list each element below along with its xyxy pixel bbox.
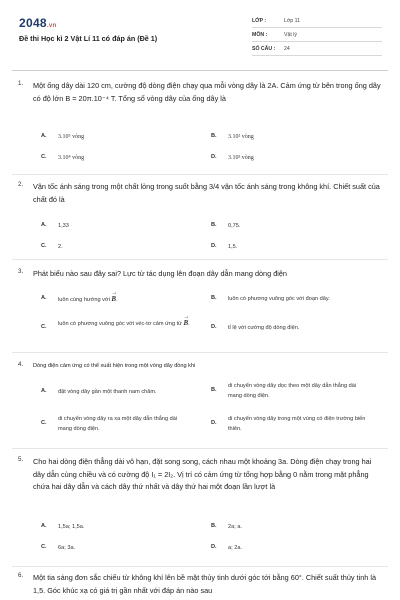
option-label: C. xyxy=(41,324,47,330)
header-divider xyxy=(12,70,388,71)
option-text: 1,5. xyxy=(228,244,238,250)
question-text: Dòng điện cảm ứng có thể xuất hiện trong một vòng dây đồng khi xyxy=(33,363,196,369)
option-label: D. xyxy=(211,420,217,426)
option-label: D. xyxy=(211,243,217,249)
option-label: B. xyxy=(211,222,217,228)
option-text: 3.10³ vòng xyxy=(228,155,254,161)
option-label: B. xyxy=(211,387,217,393)
option-d[interactable] xyxy=(211,154,383,164)
question-divider xyxy=(12,259,388,260)
vector-b-symbol: B → xyxy=(183,314,190,327)
option-b[interactable] xyxy=(211,523,383,533)
question-text: Phát biểu nào sau đây sai? Lực từ tác dụng lên đoạn dây dẫn mang dòng điện xyxy=(33,269,287,278)
option-d[interactable] xyxy=(211,324,383,334)
option-label: A. xyxy=(41,388,47,394)
option-d[interactable] xyxy=(211,544,383,554)
question-divider xyxy=(12,448,388,449)
option-text: luôn cùng hướng với B → . xyxy=(58,290,118,303)
meta-value: 24 xyxy=(284,45,290,52)
option-label: D. xyxy=(211,154,217,160)
question-5 xyxy=(18,456,386,560)
option-label: C. xyxy=(41,243,47,249)
option-c[interactable] xyxy=(41,314,191,330)
meta-row-class xyxy=(252,14,382,28)
option-label: B. xyxy=(211,295,217,301)
option-d[interactable] xyxy=(211,415,376,434)
option-text: 2. xyxy=(58,244,63,250)
option-a[interactable] xyxy=(41,523,211,533)
question-2 xyxy=(18,181,386,253)
option-c[interactable] xyxy=(41,154,211,164)
option-c[interactable] xyxy=(41,544,211,554)
meta-value: Vật lý xyxy=(284,31,297,38)
option-text: 3.10⁵ vòng xyxy=(58,134,85,140)
option-label: A. xyxy=(41,295,47,301)
question-number: 4. xyxy=(18,361,24,368)
option-c[interactable] xyxy=(41,243,211,253)
option-text: di chuyển vòng dây dọc theo một dây dẫn thẳng dài mang dòng điện. xyxy=(228,383,357,399)
option-a[interactable] xyxy=(41,222,211,232)
option-a[interactable] xyxy=(41,290,211,306)
option-text: tỉ lệ với cường độ dòng điện. xyxy=(228,325,300,331)
option-text: luôn có phương vuông góc với đoạn dây. xyxy=(228,296,330,302)
option-label: A. xyxy=(41,222,47,228)
question-number: 5. xyxy=(18,456,24,463)
option-label: A. xyxy=(41,523,47,529)
question-3 xyxy=(18,268,386,346)
question-divider xyxy=(12,566,388,567)
option-text: 3.10² vòng xyxy=(228,134,254,140)
option-text: di chuyển vòng dây trong một vùng có điện trường biến thiên. xyxy=(228,416,366,432)
option-text: 2a; a. xyxy=(228,524,242,530)
question-text: Cho hai dòng điện thẳng dài vô hạn, đặt song song, cách nhau một khoảng 3a. Dòng điện chạy trong hai dây dẫn cùng chiều và có cường độ I₁ = 2I₂. Vị trí có cảm ứng từ tổng hợp bằng 0 nằm trong mặt phẳng chứa hai dây dẫn và cách dây thứ nhất và dây thứ hai một đoạn lần lượt là xyxy=(33,457,372,492)
option-b[interactable] xyxy=(211,222,383,232)
question-text: Một ống dây dài 120 cm, cường độ dòng điện chạy qua mỗi vòng dây là 2A. Cảm ứng từ bên trong ống dây có độ lớn B = 20π.10⁻⁴ T. Tổng số vòng dây của ống dây là xyxy=(33,81,381,103)
option-label: C. xyxy=(41,420,47,426)
question-6 xyxy=(18,572,386,600)
question-text: Một tia sáng đơn sắc chiếu từ không khí lên bề mặt thủy tinh dưới góc tới bằng 60°. Chiết suất thủy tinh là 1,5. Góc khúc xạ có giá trị gần nhất với đáp án nào sau xyxy=(33,573,377,595)
option-b[interactable] xyxy=(211,133,383,143)
option-text: 0,75. xyxy=(228,223,241,229)
meta-value: Lớp 11 xyxy=(284,17,300,24)
vector-arrow-icon: → xyxy=(183,314,190,320)
option-label: D. xyxy=(211,324,217,330)
option-text: đặt vòng dây gần một thanh nam châm. xyxy=(58,389,157,395)
question-divider xyxy=(12,174,388,175)
option-c[interactable] xyxy=(41,415,191,434)
meta-key: SỐ CÂU : xyxy=(252,45,276,52)
question-number: 2. xyxy=(18,181,24,188)
option-text: 1,5a; 1,5a. xyxy=(58,524,85,530)
option-text: a; 2a. xyxy=(228,545,242,551)
page-header xyxy=(0,0,400,64)
vector-arrow-icon: → xyxy=(111,290,118,296)
option-text: 3.10⁴ vòng xyxy=(58,155,85,161)
option-label: C. xyxy=(41,544,47,550)
option-text: di chuyển vòng dây ra xa một dây dẫn thẳng dài mang dòng điện. xyxy=(58,416,178,432)
question-1 xyxy=(18,80,386,170)
question-number: 3. xyxy=(18,268,24,275)
question-number: 1. xyxy=(18,80,24,87)
question-number: 6. xyxy=(18,572,24,579)
site-logo[interactable]: 2048.vn xyxy=(19,16,57,30)
meta-row-subject xyxy=(252,28,382,42)
question-4 xyxy=(18,361,386,441)
option-b[interactable] xyxy=(211,295,383,305)
option-a[interactable] xyxy=(41,388,211,398)
option-text: 1,33 xyxy=(58,223,69,229)
option-label: C. xyxy=(41,154,47,160)
option-text: 6a; 3a. xyxy=(58,545,76,551)
option-text: luôn có phương vuông góc với véc-tơ cảm ứng từ B → . xyxy=(58,314,190,327)
option-a[interactable] xyxy=(41,133,211,143)
question-divider xyxy=(12,352,388,353)
option-b[interactable] xyxy=(211,382,371,401)
document-title: Đề thi Học kì 2 Vật Lí 11 có đáp án (Đề 1) xyxy=(19,34,158,43)
exam-meta-table xyxy=(252,14,382,56)
vector-b-symbol: B → xyxy=(111,290,118,303)
option-label: D. xyxy=(211,544,217,550)
meta-row-count xyxy=(252,42,382,56)
option-label: B. xyxy=(211,523,217,529)
option-d[interactable] xyxy=(211,243,383,253)
option-label: B. xyxy=(211,133,217,139)
question-text: Vận tốc ánh sáng trong một chất lỏng trong suốt bằng 3/4 vận tốc ánh sáng trong không khí. Chiết suất của chất đó là xyxy=(33,182,380,204)
meta-key: LỚP : xyxy=(252,17,267,24)
option-label: A. xyxy=(41,133,47,139)
meta-key: MÔN : xyxy=(252,31,268,38)
